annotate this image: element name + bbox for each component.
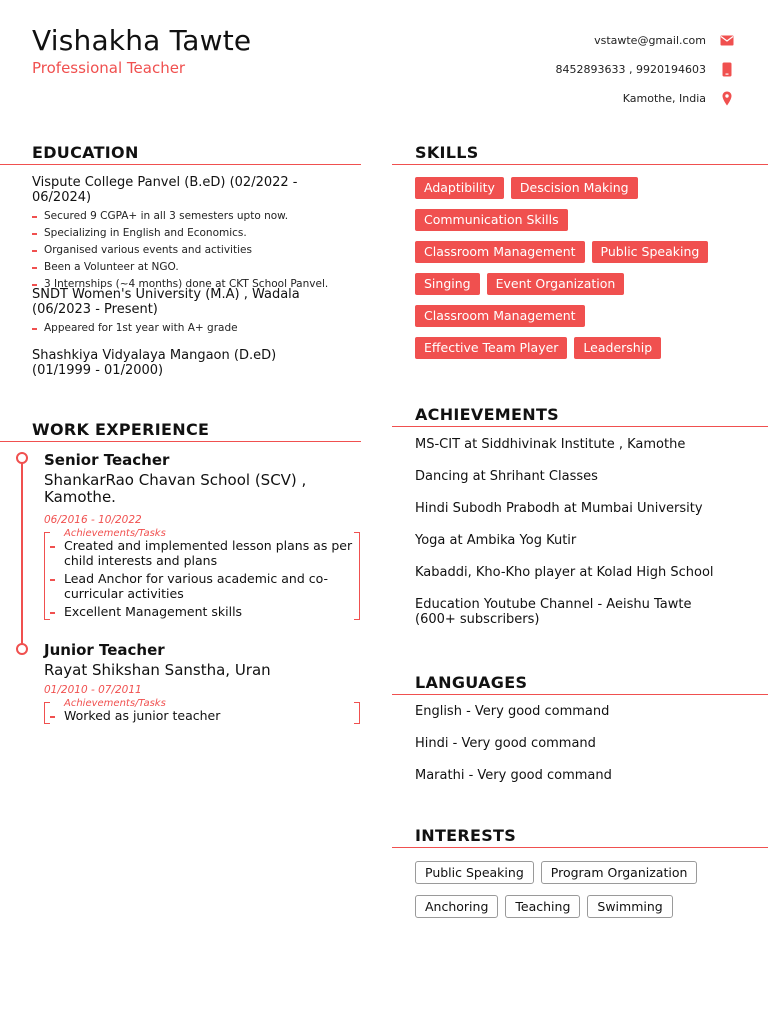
work-entry [44, 451, 364, 624]
job-dates: 01/2010 - 07/2011 [44, 684, 142, 696]
achievement-item: Education Youtube Channel - Aeishu Tawte (600+ subscribers) [415, 597, 692, 627]
skill-row [415, 305, 745, 327]
education-entry [32, 175, 352, 293]
job-title: Junior Teacher [44, 641, 165, 659]
job-organization: Rayat Shikshan Sanstha, Uran [44, 661, 271, 679]
achievement-item: Hindi Subodh Prabodh at Mumbai University [415, 501, 703, 516]
education-title: SNDT Women's University (M.A) , Wadala (06/2023 - Present) [32, 287, 300, 317]
skill-chip: Adaptibility [415, 177, 504, 199]
section-title-interests: INTERESTS [415, 826, 517, 845]
candidate-name: Vishakha Tawte [32, 24, 252, 57]
job-title: Senior Teacher [44, 451, 170, 469]
achievements-label: Achievements/Tasks [64, 528, 166, 539]
phone-icon [720, 62, 734, 77]
skill-row [415, 337, 745, 359]
list-item: 3 Internships (~4 months) done at CKT School Panvel. [32, 276, 352, 293]
language-item: Marathi - Very good command [415, 768, 612, 783]
section-divider [0, 441, 361, 442]
education-bullets [32, 208, 352, 293]
achievement-item: MS-CIT at Siddhivinak Institute , Kamothe [415, 437, 686, 452]
skill-chip: Public Speaking [592, 241, 709, 263]
timeline-line [21, 458, 23, 650]
education-title: Shashkiya Vidyalaya Mangaon (D.eD) (01/1999 - 01/2000) [32, 348, 277, 378]
education-title: Vispute College Panvel (B.eD) (02/2022 - 06/2024) [32, 175, 298, 205]
skill-chip: Leadership [574, 337, 661, 359]
achievements-box [44, 698, 360, 724]
skill-chip: Event Organization [487, 273, 625, 295]
section-divider [0, 164, 361, 165]
list-item: Specializing in English and Economics. [32, 225, 352, 242]
languages-list [415, 704, 755, 800]
skill-row [415, 177, 745, 199]
map-pin-icon [720, 91, 734, 106]
timeline-dot [16, 643, 28, 655]
interest-chip: Anchoring [415, 895, 498, 918]
interest-chip: Teaching [505, 895, 580, 918]
section-divider [392, 847, 768, 848]
achievement-item: Kabaddi, Kho-Kho player at Kolad High School [415, 565, 714, 580]
section-title-work: WORK EXPERIENCE [32, 420, 210, 439]
language-item: English - Very good command [415, 704, 610, 719]
list-item: Organised various events and activities [32, 242, 352, 259]
list-item: Secured 9 CGPA+ in all 3 semesters upto now. [32, 208, 352, 225]
interest-chip: Swimming [587, 895, 672, 918]
skill-row [415, 241, 745, 263]
skill-chip: Classroom Management [415, 241, 585, 263]
list-item: Excellent Management skills [64, 605, 360, 620]
section-title-education: EDUCATION [32, 143, 139, 162]
achievement-item: Dancing at Shrihant Classes [415, 469, 598, 484]
language-item: Hindi - Very good command [415, 736, 596, 751]
list-item: Created and implemented lesson plans as per child interests and plans [64, 539, 360, 568]
skill-chip: Classroom Management [415, 305, 585, 327]
list-item: Lead Anchor for various academic and co-curricular activities [64, 572, 360, 601]
section-divider [392, 164, 768, 165]
achievement-item: Yoga at Ambika Yog Kutir [415, 533, 577, 548]
skill-chip: Singing [415, 273, 480, 295]
contact-phone[interactable]: 8452893633 , 9920194603 [555, 63, 706, 76]
candidate-role: Professional Teacher [32, 59, 186, 77]
interests-list [415, 861, 755, 929]
list-item: Appeared for 1st year with A+ grade [32, 320, 352, 337]
contact-phone-row [414, 55, 734, 84]
task-list [64, 539, 360, 620]
section-title-languages: LANGUAGES [415, 673, 528, 692]
education-entry [32, 287, 352, 337]
interest-chip: Public Speaking [415, 861, 534, 884]
list-item: Been a Volunteer at NGO. [32, 259, 352, 276]
education-entry [32, 348, 352, 378]
achievements-box [44, 528, 360, 620]
job-organization: ShankarRao Chavan School (SCV) , Kamothe. [44, 471, 307, 506]
interest-row [415, 861, 755, 884]
task-list [64, 709, 360, 724]
contact-location-row [414, 84, 734, 113]
achievements-label: Achievements/Tasks [64, 698, 166, 709]
skill-chip: Communication Skills [415, 209, 568, 231]
contact-block [414, 26, 734, 113]
skill-row [415, 273, 745, 295]
job-dates: 06/2016 - 10/2022 [44, 514, 142, 526]
work-entry [44, 641, 364, 728]
timeline-dot [16, 452, 28, 464]
contact-location: Kamothe, India [622, 92, 706, 105]
skill-row [415, 209, 745, 231]
contact-email-row [414, 26, 734, 55]
skills-list [415, 177, 745, 369]
contact-email[interactable]: vstawte@gmail.com [594, 34, 706, 47]
section-divider [392, 694, 768, 695]
list-item: Worked as junior teacher [64, 709, 360, 724]
section-divider [392, 426, 768, 427]
envelope-icon [720, 35, 734, 46]
interest-chip: Program Organization [541, 861, 698, 884]
achievements-list [415, 437, 755, 644]
skill-chip: Effective Team Player [415, 337, 567, 359]
skill-chip: Descision Making [511, 177, 638, 199]
interest-row [415, 895, 755, 918]
section-title-achievements: ACHIEVEMENTS [415, 405, 559, 424]
education-bullets [32, 320, 352, 337]
section-title-skills: SKILLS [415, 143, 479, 162]
